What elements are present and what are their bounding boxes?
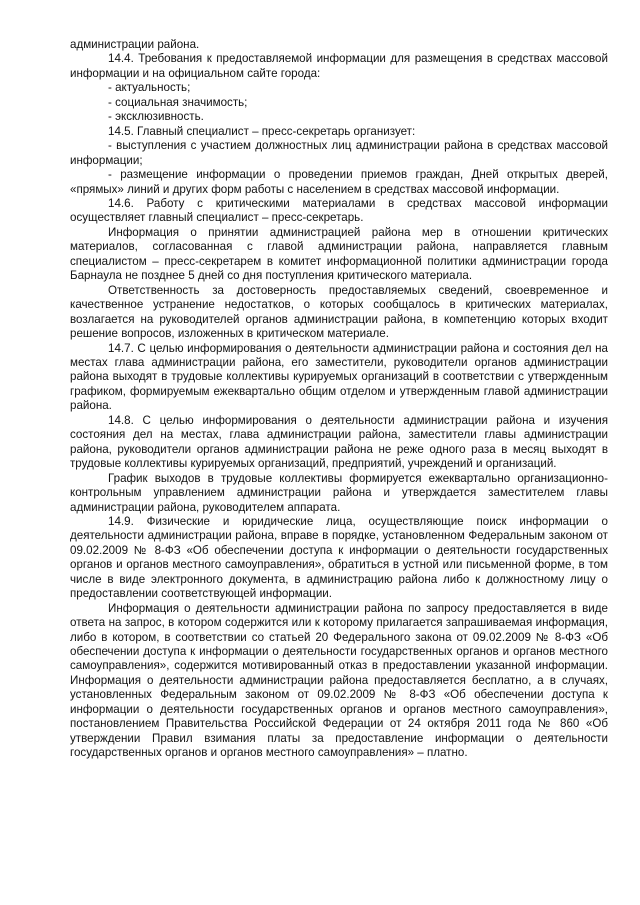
paragraph: 14.6. Работу с критическими материалами в средствах массовой информации осуществляет главный специалист – пресс-секретарь.: [70, 196, 608, 225]
list-item: - выступления с участием должностных лиц администрации района в средствах массовой информации;: [70, 139, 608, 167]
paragraph: 14.5. Главный специалист – пресс-секретарь организует:: [108, 124, 416, 138]
document-page: [70, 38, 608, 761]
paragraph: Информация о принятии администрацией района мер в отношении критических материалов, согласованная с главой администрации района, направляется главным специалистом – пресс-секретарем в комитет информационной политики администрации города Барнаула не позднее 5 дней со дня поступления критического материала.: [70, 225, 608, 283]
list-item: - актуальность;: [108, 81, 191, 95]
list-item: - эксклюзивность.: [108, 110, 204, 124]
paragraph: 14.4. Требования к предоставляемой информации для размещения в средствах массовой информации и на официальном сайте города:: [70, 52, 608, 80]
list-item: - социальная значимость;: [108, 95, 248, 109]
paragraph: администрации района.: [70, 38, 200, 51]
paragraph: 14.7. С целью информирования о деятельности администрации района и состояния дел на местах глава администрации района, его заместители, руководители органов администрации района выходят в трудовые коллективы курируемых организаций в соответствии с утвержденным графиком, формируемым ежеквартально общим отделом и утвержденным главой администрации района.: [70, 341, 608, 413]
list-item: - размещение информации о проведении приемов граждан, Дней открытых дверей, «прямых» линий и других форм работы с населением в средствах массовой информации.: [70, 168, 608, 196]
paragraph: 14.8. С целью информирования о деятельности администрации района и изучения состояния дел на местах, глава администрации района, заместители главы администрации района, руководители органов администрации района не реже одного раза в месяц выходят в трудовые коллективы курируемых организаций, предприятий, учреждений и организаций.: [70, 413, 608, 471]
paragraph: Ответственность за достоверность предоставляемых сведений, своевременное и качественное устранение недостатков, о которых сообщалось в критических материалах, возлагается на руководителей органов администрации района, в компетенцию которых входит решение вопросов, изложенных в критическом материале.: [70, 283, 608, 341]
paragraph: Информация о деятельности администрации района по запросу предоставляется в виде ответа на запрос, в котором содержится или к которому прилагается запрашиваемая информация, либо в котором, в соответствии со статьей 20 Федерального закона от 09.02.2009 № 8-ФЗ «Об обеспечении доступа к информации о деятельности государственных органов и органов местного самоуправления», содержится мотивированный отказ в предоставлении указанной информации. Информация о деятельности администрации района предоставляется бесплатно, а в случаях, установленных Федеральным законом от 09.02.2009 № 8-ФЗ «Об обеспечении доступа к информации о деятельности государственных органов и органов местного самоуправления», постановлением Правительства Российской Федерации от 24 октября 2011 года № 860 «Об утверждении Правил взимания платы за предоставление информации о деятельности государственных органов и органов местного самоуправления» – платно.: [70, 601, 608, 760]
paragraph: График выходов в трудовые коллективы формируется ежеквартально организационно-контрольным управлением администрации района и утверждается заместителем главы администрации района, руководителем аппарата.: [70, 471, 608, 514]
paragraph: 14.9. Физические и юридические лица, осуществляющие поиск информации о деятельности администрации района, вправе в порядке, установленном Федеральным законом от 09.02.2009 № 8-ФЗ «Об обеспечении доступа к информации о деятельности государственных органов и органов местного самоуправления», обратиться в устной или письменной форме, в том числе в виде электронного документа, в администрацию района либо к должностному лицу о предоставлении соответствующей информации.: [70, 514, 608, 601]
